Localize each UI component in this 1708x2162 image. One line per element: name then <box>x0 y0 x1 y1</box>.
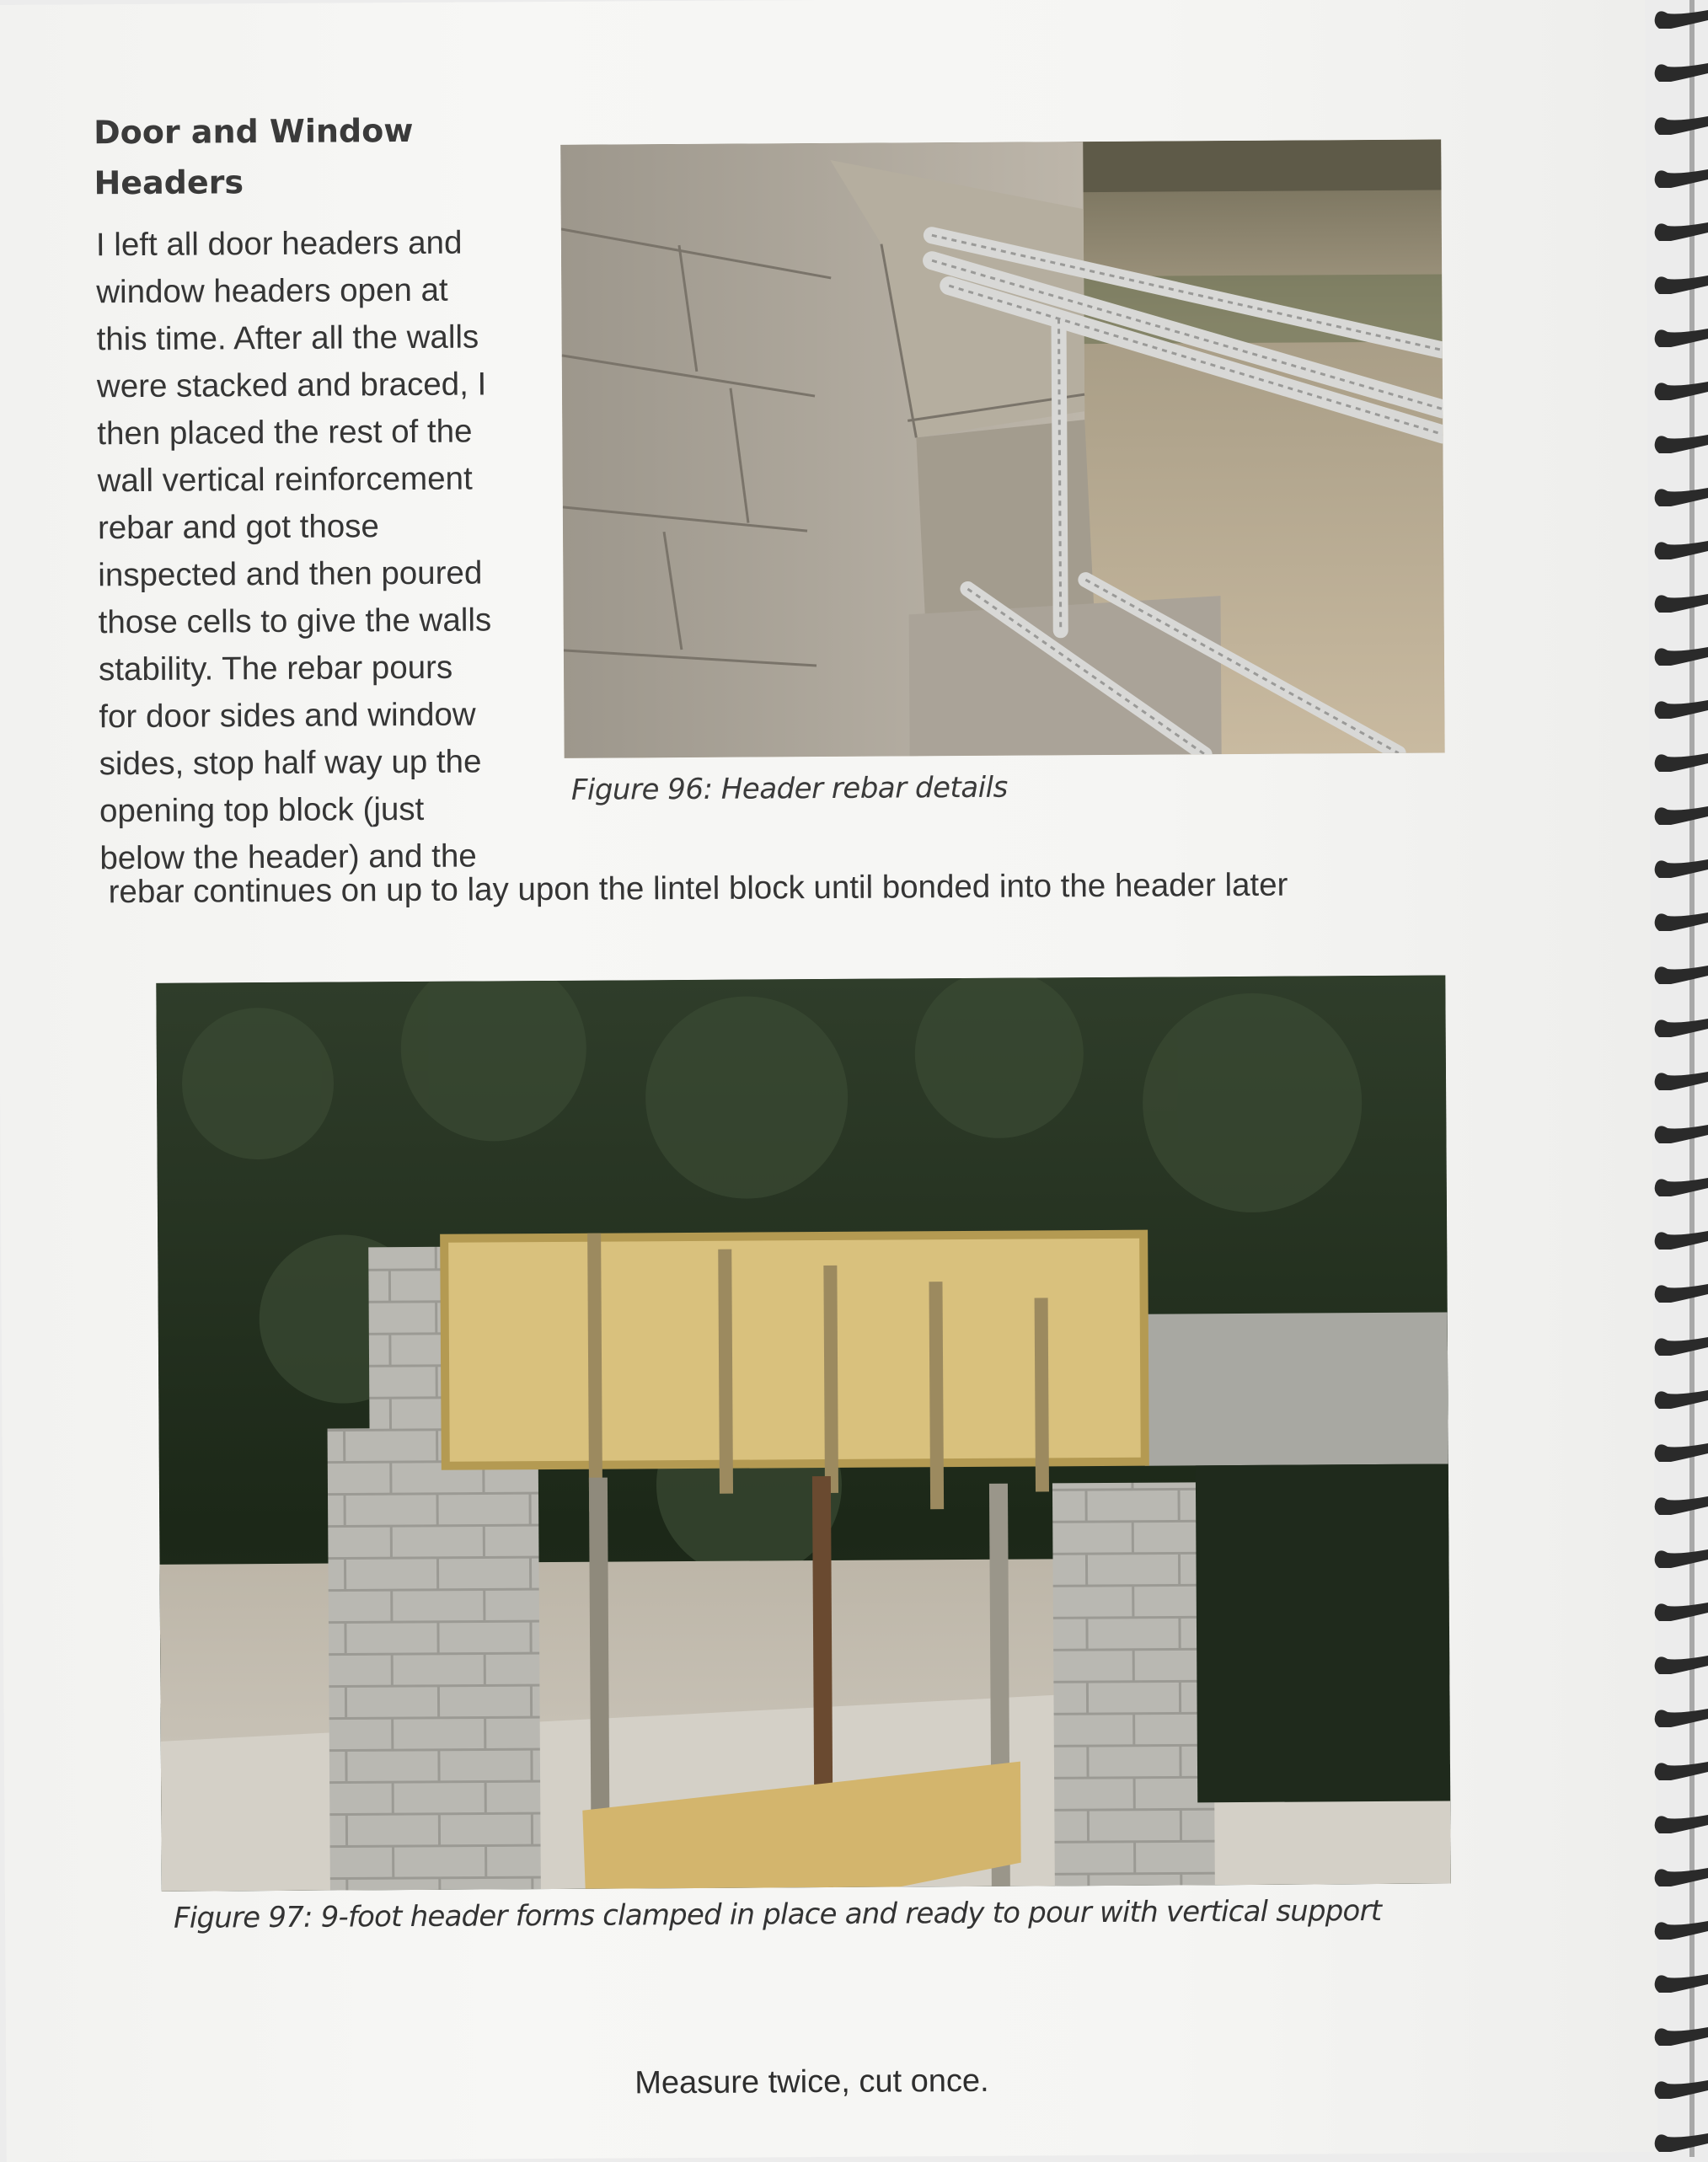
paragraph-line: rebar and got those <box>97 508 380 547</box>
page-footer: Measure twice, cut once. <box>634 2063 989 2101</box>
paragraph-line: window headers open at <box>96 271 448 311</box>
body-paragraph-continuation: rebar continues on up to lay upon the lintel block until bonded into the header later <box>108 866 1288 911</box>
paragraph-line: were stacked and braced, I <box>96 366 487 405</box>
paragraph-line: I left all door headers and <box>95 224 463 264</box>
paragraph-line: stability. The rebar pours <box>98 649 453 688</box>
body-paragraph <box>96 219 555 882</box>
heading-line-1: Door and Window <box>93 111 414 152</box>
paragraph-line: inspected and then poured <box>98 554 483 594</box>
section-heading <box>94 104 490 208</box>
figure-96-photo <box>560 140 1444 758</box>
paragraph-line: then placed the rest of the <box>97 413 473 452</box>
paragraph-line: this time. After all the walls <box>96 318 479 358</box>
heading-line-2: Headers <box>94 163 244 202</box>
paragraph-line: wall vertical reinforcement <box>97 460 473 500</box>
figure-96-caption: Figure 96: Header rebar details <box>570 770 1008 807</box>
figure-97-photo <box>156 976 1451 1892</box>
paragraph-line: for door sides and window <box>99 696 476 736</box>
paragraph-line: sides, stop half way up the <box>99 743 482 783</box>
figure-97-caption: Figure 97: 9-foot header forms clamped in place and ready to pour with vertical support <box>173 1893 1382 1935</box>
paragraph-line: those cells to give the walls <box>98 602 492 641</box>
paragraph-line: opening top block (just <box>99 790 425 830</box>
spiral-binding <box>1641 0 1708 2157</box>
paragraph-line: below the header) and the <box>99 838 477 877</box>
